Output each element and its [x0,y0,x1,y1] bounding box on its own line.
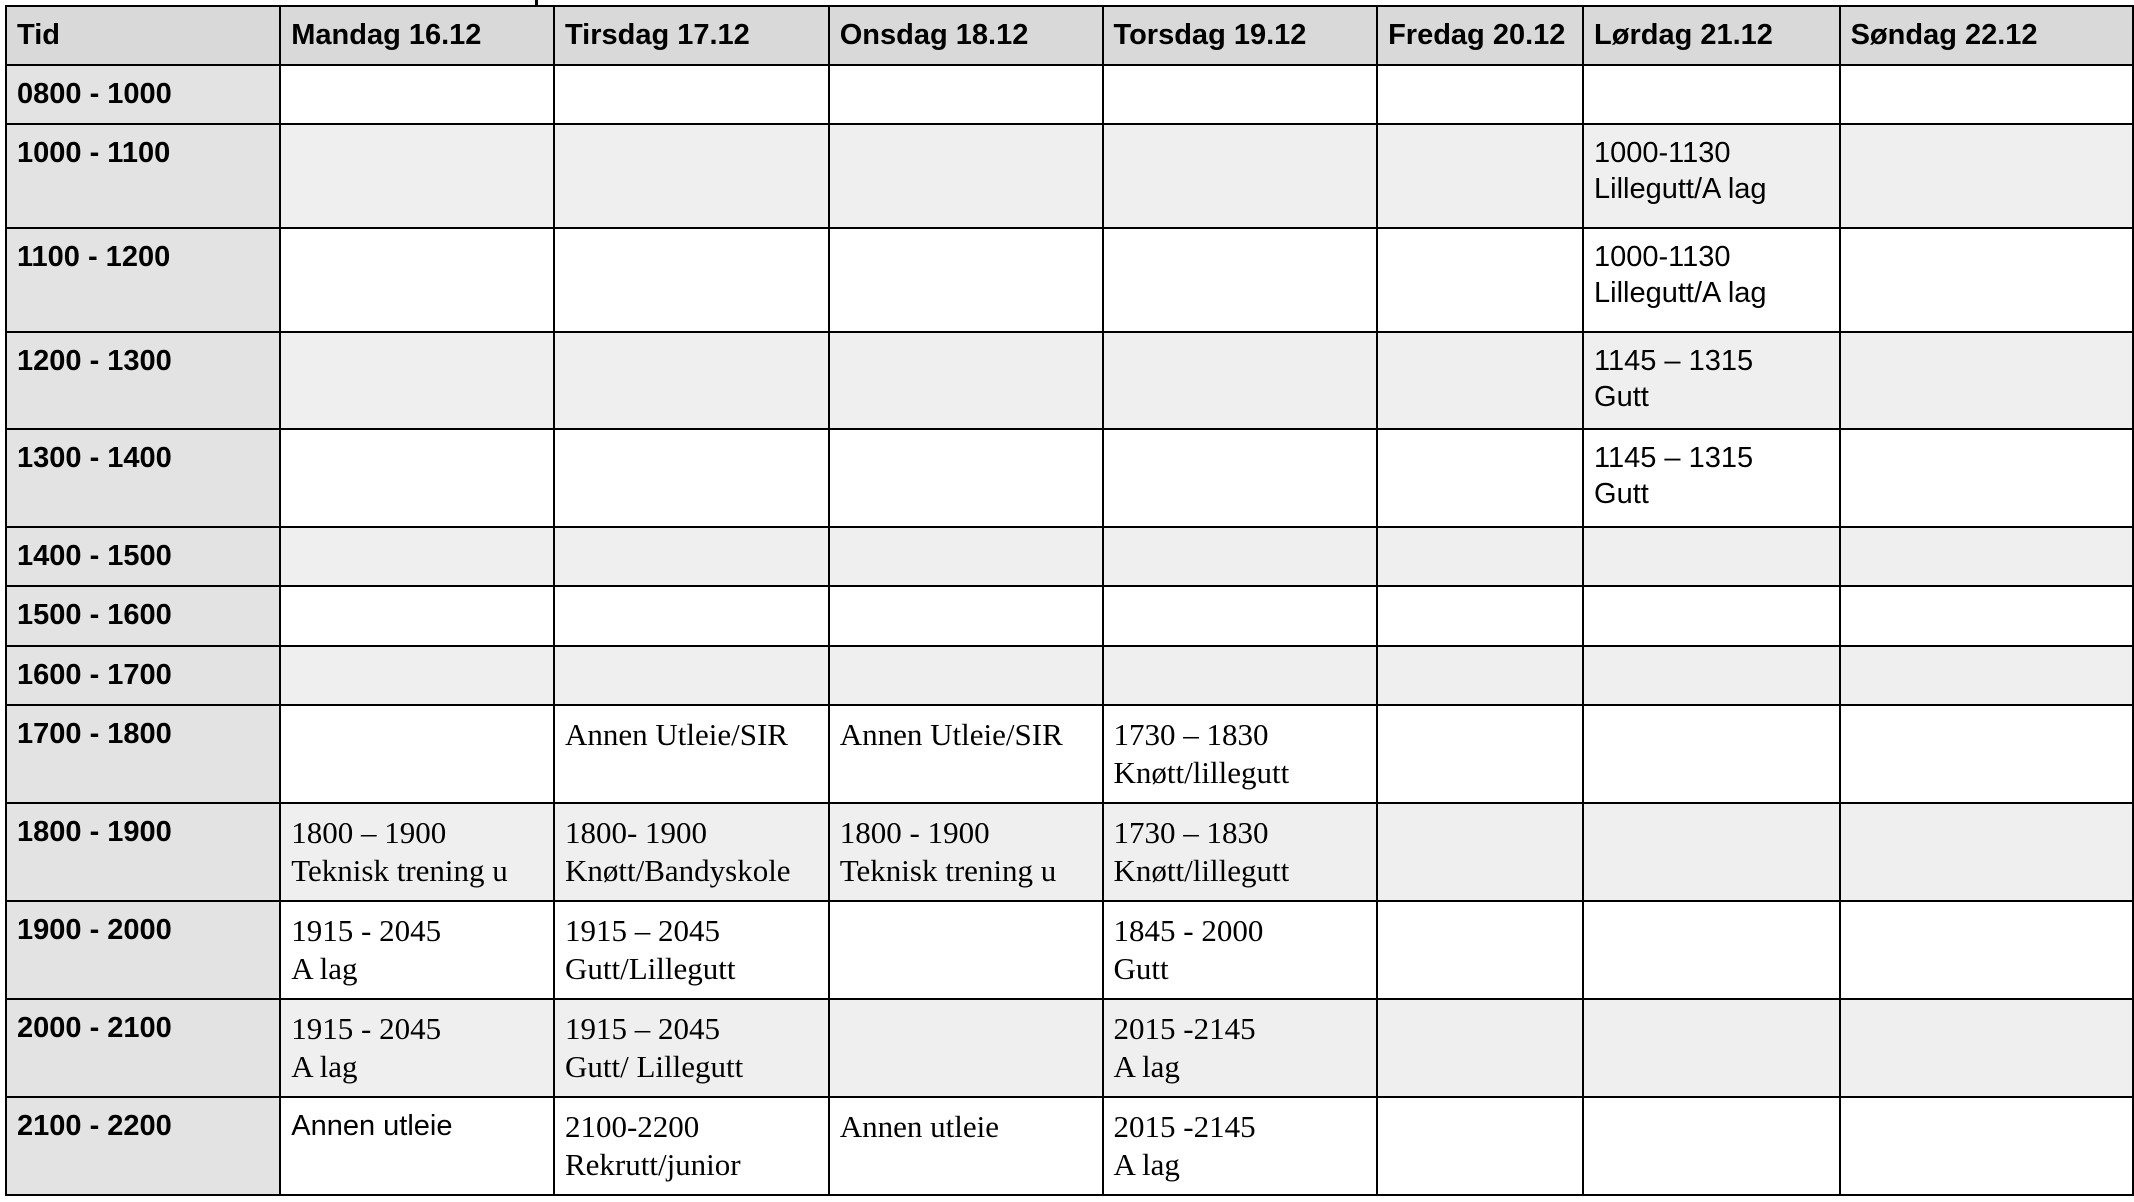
booking-time: 1730 – 1830 [1113,815,1269,850]
booking-group: A lag [291,951,358,986]
schedule-cell [1583,999,1840,1097]
schedule-cell [1583,1097,1840,1195]
table-row [6,999,2133,1097]
table-row [6,705,2133,803]
schedule-cell [280,332,554,429]
schedule-cell [1377,586,1583,646]
table-row [6,332,2133,429]
schedule-cell [1583,332,1840,429]
booking-time: 1800 - 1900 [839,815,990,850]
booking-time: 1915 – 2045 [564,1011,720,1046]
schedule-cell [829,586,1103,646]
booking-time: 1845 - 2000 [1113,913,1264,948]
schedule-cell [280,901,554,999]
booking-time: 1915 - 2045 [291,1011,442,1046]
time-slot-label: 1000 - 1100 [6,124,280,228]
header-day-thursday: Torsdag 19.12 [1103,6,1378,65]
booking-group: Rekrutt/junior [564,1147,741,1182]
schedule-cell [280,429,554,527]
schedule-cell [1103,527,1378,586]
time-slot-label: 1700 - 1800 [6,705,280,803]
schedule-cell [1583,803,1840,901]
header-day-saturday: Lørdag 21.12 [1583,6,1840,65]
schedule-cell [1583,65,1840,124]
table-row [6,228,2133,332]
booking-time: 1800- 1900 [564,815,708,850]
schedule-cell [1103,1097,1378,1195]
schedule-cell [1103,901,1378,999]
schedule-cell [1840,901,2133,999]
table-row [6,1097,2133,1195]
schedule-cell [829,803,1103,901]
schedule-table [5,5,2134,1196]
schedule-cell [554,999,829,1097]
booking-group: Knøtt/Bandyskole [564,853,791,888]
schedule-cell [1377,429,1583,527]
time-slot-label: 1900 - 2000 [6,901,280,999]
schedule-cell [1583,527,1840,586]
booking-time: 2015 -2145 [1113,1109,1256,1144]
schedule-cell [280,527,554,586]
schedule-cell [1840,429,2133,527]
schedule-cell [280,65,554,124]
schedule-cell [554,901,829,999]
table-row [6,586,2133,646]
schedule-cell [1103,705,1378,803]
schedule-cell [829,901,1103,999]
booking-group: Knøtt/lillegutt [1113,853,1290,888]
schedule-cell [554,228,829,332]
schedule-cell [1840,705,2133,803]
schedule-cell [1583,124,1840,228]
booking-group: Gutt/Lillegutt [564,951,736,986]
table-row [6,646,2133,705]
booking-time: Annen utleie [291,1110,453,1142]
schedule-cell [1377,1097,1583,1195]
schedule-cell [1103,124,1378,228]
schedule-cell [1377,332,1583,429]
schedule-cell [1377,999,1583,1097]
header-day-sunday: Søndag 22.12 [1840,6,2133,65]
booking-group: Lillegutt/A lag [1594,277,1767,309]
table-row [6,429,2133,527]
schedule-cell [1103,332,1378,429]
schedule-cell [1103,65,1378,124]
schedule-cell [1103,586,1378,646]
schedule-cell [280,586,554,646]
booking-time: 1145 – 1315 [1594,442,1754,474]
booking-time: 2015 -2145 [1113,1011,1256,1046]
schedule-cell [1377,65,1583,124]
schedule-cell [280,646,554,705]
time-slot-label: 1300 - 1400 [6,429,280,527]
schedule-cell [1840,124,2133,228]
time-slot-label: 1100 - 1200 [6,228,280,332]
schedule-cell [554,646,829,705]
booking-time: 1730 – 1830 [1113,717,1269,752]
schedule-cell [554,586,829,646]
schedule-cell [1840,228,2133,332]
schedule-cell [1840,527,2133,586]
schedule-cell [554,65,829,124]
table-row [6,803,2133,901]
schedule-cell [1377,705,1583,803]
schedule-cell [1840,999,2133,1097]
time-slot-label: 2100 - 2200 [6,1097,280,1195]
schedule-cell [554,705,829,803]
booking-time: Annen Utleie/SIR [839,717,1063,752]
schedule-sheet [5,5,2134,1196]
booking-time: 1145 – 1315 [1594,345,1754,377]
schedule-cell [1103,999,1378,1097]
schedule-cell [280,705,554,803]
schedule-cell [1103,646,1378,705]
schedule-cell [1583,586,1840,646]
time-slot-label: 0800 - 1000 [6,65,280,124]
time-slot-label: 1600 - 1700 [6,646,280,705]
schedule-cell [1377,646,1583,705]
schedule-cell [280,803,554,901]
booking-time: Annen utleie [839,1109,1000,1144]
schedule-cell [1583,646,1840,705]
schedule-cell [1583,901,1840,999]
schedule-cell [554,332,829,429]
schedule-cell [1583,228,1840,332]
header-time: Tid [6,6,280,65]
table-row [6,901,2133,999]
header-day-monday: Mandag 16.12 [280,6,554,65]
time-slot-label: 1500 - 1600 [6,586,280,646]
schedule-body [6,65,2133,1195]
schedule-cell [280,124,554,228]
table-row [6,527,2133,586]
time-slot-label: 1800 - 1900 [6,803,280,901]
booking-group: Teknisk trening u [291,853,508,888]
schedule-cell [554,803,829,901]
schedule-cell [1377,527,1583,586]
schedule-cell [1377,228,1583,332]
booking-group: Teknisk trening u [839,853,1057,888]
schedule-cell [829,527,1103,586]
schedule-cell [1583,705,1840,803]
booking-group: Lillegutt/A lag [1594,173,1767,205]
schedule-cell [280,1097,554,1195]
booking-time: 1000-1130 [1594,137,1731,169]
header-day-tuesday: Tirsdag 17.12 [554,6,829,65]
schedule-cell [829,228,1103,332]
time-slot-label: 2000 - 2100 [6,999,280,1097]
schedule-cell [1840,586,2133,646]
booking-group: A lag [1113,1147,1180,1182]
schedule-cell [829,124,1103,228]
time-slot-label: 1400 - 1500 [6,527,280,586]
booking-time: 2100-2200 [564,1109,700,1144]
schedule-cell [1583,429,1840,527]
schedule-cell [1840,332,2133,429]
schedule-cell [1840,646,2133,705]
schedule-cell [554,1097,829,1195]
table-row [6,124,2133,228]
header-day-wednesday: Onsdag 18.12 [829,6,1103,65]
header-row [6,6,2133,65]
booking-group: Knøtt/lillegutt [1113,755,1290,790]
booking-group: A lag [291,1049,358,1084]
schedule-cell [1377,901,1583,999]
schedule-cell [1377,124,1583,228]
schedule-cell [829,646,1103,705]
schedule-cell [1840,65,2133,124]
schedule-cell [1840,1097,2133,1195]
time-slot-label: 1200 - 1300 [6,332,280,429]
schedule-cell [829,705,1103,803]
schedule-cell [829,332,1103,429]
booking-time: 1915 - 2045 [291,913,442,948]
booking-group: Gutt [1594,381,1649,413]
schedule-cell [554,124,829,228]
schedule-cell [1103,429,1378,527]
booking-time: Annen Utleie/SIR [564,717,788,752]
booking-time: 1800 – 1900 [291,815,447,850]
booking-group: Gutt [1594,478,1649,510]
schedule-cell [1840,803,2133,901]
booking-group: A lag [1113,1049,1180,1084]
schedule-cell [1103,803,1378,901]
booking-group: Gutt [1113,951,1169,986]
header-day-friday: Fredag 20.12 [1377,6,1583,65]
schedule-cell [554,429,829,527]
schedule-cell [1377,803,1583,901]
schedule-cell [829,65,1103,124]
schedule-cell [280,228,554,332]
schedule-cell [829,429,1103,527]
schedule-cell [280,999,554,1097]
schedule-cell [1103,228,1378,332]
schedule-cell [554,527,829,586]
schedule-cell [829,999,1103,1097]
booking-group: Gutt/ Lillegutt [564,1049,744,1084]
table-row [6,65,2133,124]
booking-time: 1915 – 2045 [564,913,720,948]
booking-time: 1000-1130 [1594,241,1731,273]
schedule-cell [829,1097,1103,1195]
